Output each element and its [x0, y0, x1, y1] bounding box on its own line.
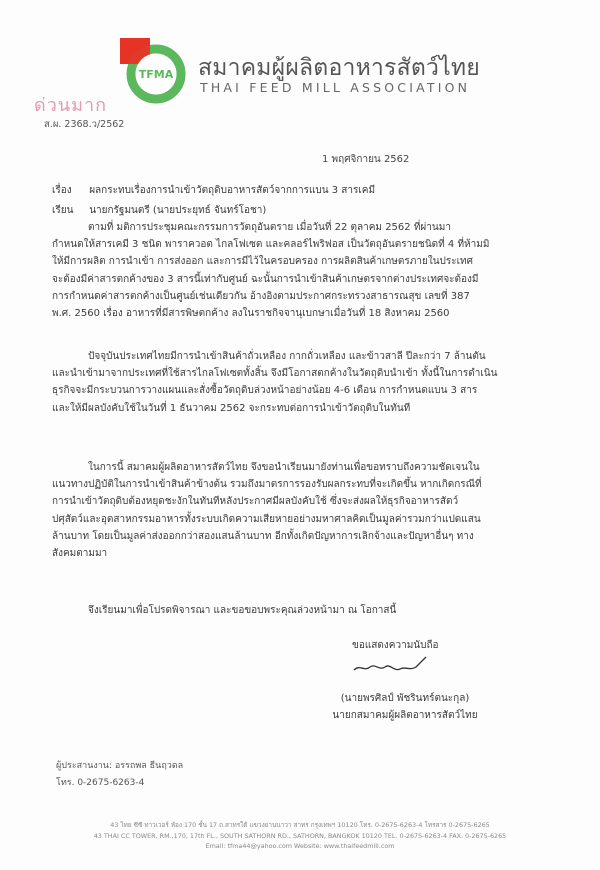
recipient-text: นายกรัฐมนตรี (นายประยุทธ์ จันทร์โอชา): [89, 205, 267, 216]
paragraph-line: สังคมตามมา: [52, 548, 108, 560]
recipient-row: [52, 203, 266, 218]
letter-date: 1 พฤศจิกายน 2562: [322, 154, 410, 165]
regards: ขอแสดงความนับถือ: [352, 640, 439, 651]
paragraph-line: การนำเข้าวัตถุดิบต้องหยุดชะงักในทันทีหลังประกาศมีผลบังคับใช้ ซึ่งจะส่งผลให้ธุรกิจอาหารสัตว์: [52, 496, 459, 508]
svg-text:TFMA: TFMA: [138, 68, 174, 81]
org-name-english: THAI FEED MILL ASSOCIATION: [200, 80, 471, 95]
subject-label: เรื่อง: [52, 185, 72, 196]
paragraph-line: ให้มีการผลิต การนำเข้า การส่งออก และการมีไว้ในครอบครอง การผลิตสินค้าเกษตรภายในประเทศ: [52, 256, 473, 268]
paragraph-1: [52, 219, 552, 322]
coordinator: ผู้ประสานงาน: อรรถพล ธีนฤวดล: [56, 761, 184, 771]
tfma-logo: [120, 38, 186, 104]
subject-row: [52, 183, 375, 198]
letterhead-footer: [0, 820, 600, 852]
footer-address-english: 43 THAI CC TOWER, RM.,170, 17th FL., SOUTH SATHORN RD., SATHORN, BANGKOK 10120 TEL. 0-2675-6263-4 FAX. 0-2675-6265: [93, 831, 507, 840]
paragraph-line: กำหนดให้สารเคมี 3 ชนิด พาราควอต ไกลโฟเซต และคลอร์ไพริฟอส เป็นวัตถุอันตรายชนิดที่ 4 ที่ห้ามมิ: [52, 239, 490, 251]
reference-number: ส.ผ. 2368.ว/2562: [44, 119, 125, 130]
paragraph-line: ธุรกิจจะมีกระบวนการวางแผนและสั่งซื้อวัตถุดิบล่วงหน้าอย่างน้อย 4-6 เดือน การกำหนดแบน 3 สาร: [52, 385, 478, 397]
signer-block: [320, 690, 490, 724]
paragraph-line: ในการนี้ สมาคมผู้ผลิตอาหารสัตว์ไทย จึงขอนำเรียนมายังท่านเพื่อขอทราบถึงความชัดเจนใน: [88, 462, 480, 473]
signer-title: นายกสมาคมผู้ผลิตอาหารสัตว์ไทย: [332, 710, 478, 721]
subject-text: ผลกระทบเรื่องการนำเข้าวัตถุดิบอาหารสัตว์จากการแบน 3 สารเคมี: [89, 185, 376, 196]
signature-icon: [350, 655, 430, 677]
paragraph-line: ตามที่ มติการประชุมคณะกรรมการวัตถุอันตราย เมื่อวันที่ 22 ตุลาคม 2562 ที่ผ่านมา: [88, 222, 451, 233]
org-name-thai: สมาคมผู้ผลิตอาหารสัตว์ไทย: [198, 55, 480, 81]
paragraph-2: [52, 348, 552, 417]
paragraph-line: ปศุสัตว์และอุตสาหกรรมอาหารทั้งระบบเกิดความเสียหายอย่างมหาศาลคิดเป็นมูลค่ารวมกว่าแปดแสน: [52, 513, 481, 525]
paragraph-line: การกำหนดค่าสารตกค้างเป็นศูนย์เช่นเดียวกัน อ้างอิงตามประกาศกระทรวงสาธารณสุข เลขที่ 387: [52, 290, 470, 302]
tfma-logo-icon: [120, 38, 186, 104]
footer-contact-line: Email: tfma44@yahoo.com Website: www.thaifeedmill.com: [205, 842, 395, 850]
paragraph-3: [52, 459, 552, 562]
closing-sentence: จึงเรียนมาเพื่อโปรดพิจารณา และขอขอบพระคุณล่วงหน้ามา ณ โอกาสนี้: [88, 605, 397, 616]
paragraph-line: ปัจจุบันประเทศไทยมีการนำเข้าสินค้าถั่วเหลือง กากถั่วเหลือง และข้าวสาลี ปีละกว่า 7 ล้านตัน: [88, 351, 486, 362]
paragraph-line: และนำเข้ามาจากประเทศที่ใช้สารไกลโฟเซตทั้งสิ้น จึงมีโอกาสตกค้างในวัตถุดิบนำเข้า ทั้งนี้ในการดำเนิน: [52, 368, 498, 380]
signer-name: (นายพรศิลป์ พัชรินทร์ตนะกุล): [340, 693, 470, 704]
handwritten-signature: [350, 655, 430, 677]
urgent-stamp: ด่วนมาก: [34, 95, 107, 116]
footer-address-thai: 43 ไทย ซีซี ทาวเวอร์ ห้อง 170 ชั้น 17 ถ.สาทรใต้ แขวงยานนาวา สาทร กรุงเทพฯ 10120 โทร. 0-2675-6263-4 โทรสาร 0-2675-6265: [110, 821, 490, 829]
contact-block: [56, 758, 183, 792]
paragraph-line: จะต้องมีค่าสารตกค้างของ 3 สารนี้เท่ากับศูนย์ ฉะนั้นการนำเข้าสินค้าเกษตรจากต่างประเทศจะต้องมี: [52, 273, 479, 285]
paragraph-line: แนวทางปฏิบัติในการนำเข้าสินค้าข้างต้น รวมถึงมาตรการรองรับผลกระทบที่จะเกิดขึ้น หากเกิดกรณีที่: [52, 479, 482, 491]
contact-phone: โทร. 0-2675-6263-4: [56, 778, 145, 788]
paragraph-line: ล้านบาท โดยเป็นมูลค่าส่งออกกว่าสองแสนล้านบาท อีกทั้งเกิดปัญหาการเลิกจ้างและปัญหาอื่นๆ ทาง: [52, 530, 474, 542]
paragraph-line: พ.ศ. 2560 เรื่อง อาหารที่มีสารพิษตกค้าง ลงในราชกิจจานุเบกษาเมื่อวันที่ 18 สิงหาคม 2560: [52, 308, 450, 320]
paragraph-line: และให้มีผลบังคับใช้ในวันที่ 1 ธันวาคม 2562 จะกระทบต่อการนำเข้าวัตถุดิบในทันที: [52, 402, 411, 414]
recipient-label: เรียน: [52, 205, 74, 216]
